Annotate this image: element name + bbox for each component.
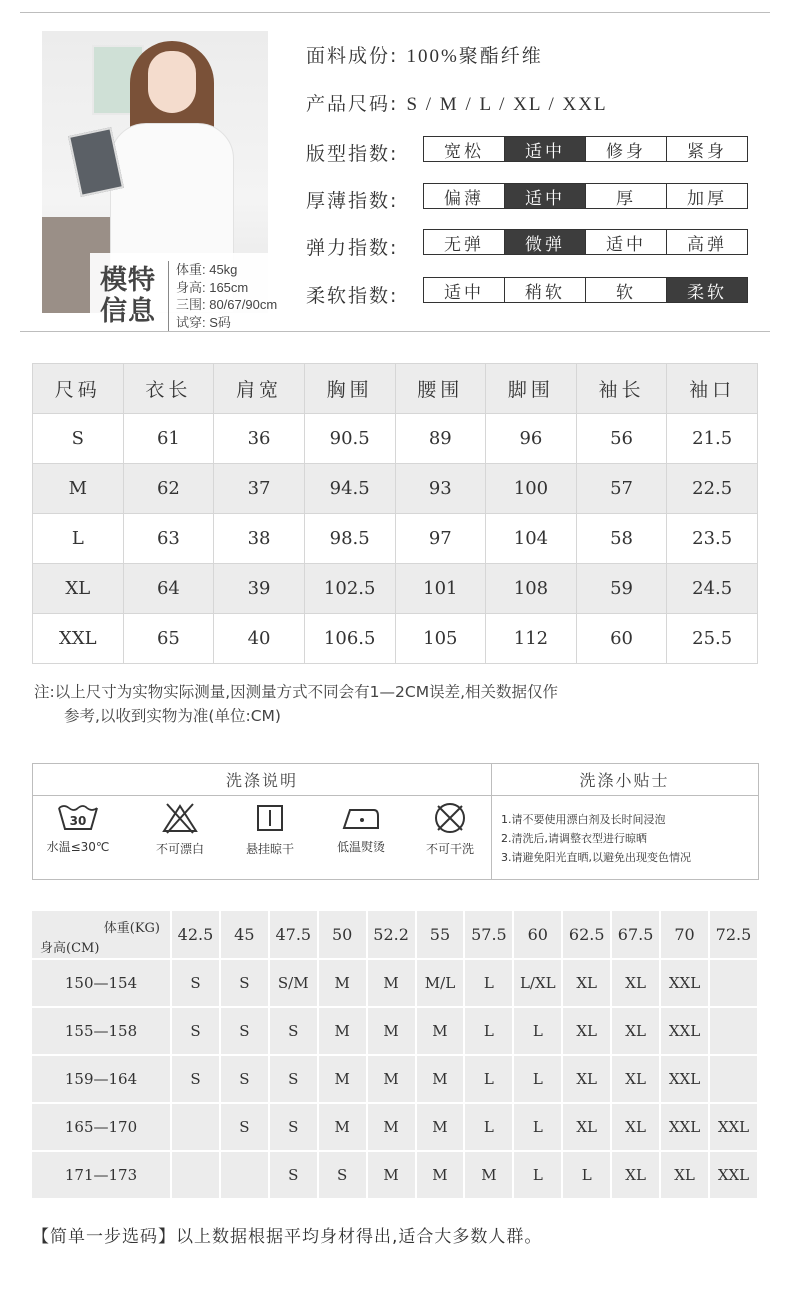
size-cell: XL — [611, 1151, 660, 1199]
wash-tip: 1.请不要使用漂白剂及长时间浸泡 — [501, 813, 666, 826]
thickness-option: 厚 — [586, 184, 667, 208]
size-cell: S — [269, 1007, 318, 1055]
size-cell: S — [269, 1103, 318, 1151]
thickness-option: 加厚 — [687, 188, 727, 209]
top-divider — [20, 12, 770, 13]
height-range: 165—170 — [32, 1103, 171, 1151]
size-cell: M — [367, 1151, 416, 1199]
cell: 102.5 — [304, 564, 395, 614]
model-try-size: 试穿: S码 — [176, 314, 231, 330]
wash-item — [137, 802, 223, 857]
elasticity-index-scale — [423, 229, 748, 255]
size-cell: S — [269, 1151, 318, 1199]
weight-header: 62.5 — [562, 911, 611, 959]
cell: 57 — [576, 464, 667, 514]
wash-tips-title: 洗涤小贴士 — [491, 764, 758, 796]
cell: S — [33, 414, 124, 464]
cell: XL — [33, 564, 124, 614]
size-cell: XL — [562, 1055, 611, 1103]
wash-item-label: 不可干洗 — [425, 842, 474, 856]
table-row — [33, 564, 758, 614]
cell: 61 — [123, 414, 214, 464]
size-value: S / M / L / XL / XXL — [406, 94, 608, 115]
table-row — [33, 464, 758, 514]
height-range: 159—164 — [32, 1055, 171, 1103]
size-cell: M — [416, 1055, 465, 1103]
cell: 64 — [123, 564, 214, 614]
model-info-list — [176, 261, 277, 331]
size-cell: M — [416, 1151, 465, 1199]
size-cell: XL — [562, 959, 611, 1007]
elasticity-index-label: 弹力指数: — [306, 237, 399, 259]
wash-item — [227, 802, 313, 857]
weight-header: 57.5 — [464, 911, 513, 959]
cell: 56 — [576, 414, 667, 464]
wash-item — [318, 802, 404, 855]
size-cell: M — [367, 1055, 416, 1103]
cell: XXL — [33, 614, 124, 664]
size-cell: L/XL — [513, 959, 562, 1007]
cell: 59 — [576, 564, 667, 614]
size-guide-footer: 【简单一步选码】以上数据根据平均身材得出,适合大多数人群。 — [32, 1227, 543, 1247]
table-row — [33, 514, 758, 564]
wash-item-label: 不可漂白 — [155, 842, 204, 856]
size-cell: M — [416, 1103, 465, 1151]
size-cell: S — [171, 959, 220, 1007]
height-range: 150—154 — [32, 959, 171, 1007]
recommend-corner — [32, 911, 171, 959]
cell: 89 — [395, 414, 486, 464]
cell: 37 — [214, 464, 305, 514]
header-size: 尺码 — [33, 364, 124, 414]
header-waist: 腰围 — [395, 364, 486, 414]
size-cell: M — [416, 1007, 465, 1055]
wash-tip: 2.清洗后,请调整衣型进行晾晒 — [501, 832, 647, 845]
size-cell: XL — [611, 1007, 660, 1055]
table-row — [32, 1007, 758, 1055]
size-recommend-table — [32, 911, 759, 1200]
cell: 60 — [576, 614, 667, 664]
size-label: 产品尺码: — [306, 93, 399, 115]
size-cell: S/M — [269, 959, 318, 1007]
size-cell: M — [318, 1055, 367, 1103]
cell: 112 — [486, 614, 577, 664]
size-cell: XL — [562, 1007, 611, 1055]
cell: M — [33, 464, 124, 514]
size-cell — [709, 959, 758, 1007]
size-cell: S — [171, 1007, 220, 1055]
weight-header: 47.5 — [269, 911, 318, 959]
table-row — [33, 614, 758, 664]
size-cell: M/L — [416, 959, 465, 1007]
size-cell: M — [464, 1151, 513, 1199]
fabric-value: 100%聚酯纤维 — [406, 46, 543, 67]
cell: 100 — [486, 464, 577, 514]
softness-index-scale — [423, 277, 748, 303]
elasticity-option: 无弹 — [424, 230, 505, 254]
hang-dry-icon — [254, 802, 286, 834]
size-table-header — [33, 364, 758, 414]
cell: 22.5 — [667, 464, 758, 514]
size-cell: XL — [611, 1103, 660, 1151]
size-cell: S — [220, 1007, 269, 1055]
cell: 93 — [395, 464, 486, 514]
weight-header: 42.5 — [171, 911, 220, 959]
softness-option: 稍软 — [505, 278, 586, 302]
wash-panel — [32, 763, 759, 880]
thickness-index-scale — [423, 183, 748, 209]
size-cell: L — [464, 1055, 513, 1103]
table-row — [32, 959, 758, 1007]
size-cell: S — [220, 959, 269, 1007]
cell: 25.5 — [667, 614, 758, 664]
low-iron-icon — [340, 802, 382, 832]
wash-item-label: 低温熨烫 — [336, 840, 385, 854]
weight-axis-label: 体重(KG) — [103, 921, 160, 936]
weight-header: 70 — [660, 911, 709, 959]
size-note-line1: 注:以上尺寸为实物实际测量,因测量方式不同会有1—2CM误差,相关数据仅作 — [34, 683, 558, 701]
thickness-option: 偏薄 — [424, 184, 505, 208]
weight-header: 67.5 — [611, 911, 660, 959]
wash-item-label: 悬挂晾干 — [245, 842, 294, 856]
size-note — [34, 680, 754, 728]
size-cell: S — [220, 1055, 269, 1103]
fabric-label: 面料成份: — [306, 45, 399, 67]
size-cell: XXL — [709, 1151, 758, 1199]
cell: 90.5 — [304, 414, 395, 464]
size-cell: L — [464, 959, 513, 1007]
header-sleeve-length: 袖长 — [576, 364, 667, 414]
wash-30-icon — [57, 802, 99, 832]
size-cell: L — [562, 1151, 611, 1199]
size-cell: XXL — [660, 1103, 709, 1151]
height-range: 155—158 — [32, 1007, 171, 1055]
fit-option: 宽松 — [424, 137, 505, 161]
elasticity-option-selected: 微弹 — [505, 230, 586, 254]
model-info-card — [90, 253, 304, 339]
cell: 101 — [395, 564, 486, 614]
weight-header: 60 — [513, 911, 562, 959]
no-dry-clean-icon — [432, 802, 468, 834]
weight-header: 72.5 — [709, 911, 758, 959]
size-cell: XL — [611, 1055, 660, 1103]
fit-option-selected: 适中 — [505, 137, 586, 161]
model-weight: 体重: 45kg — [176, 262, 238, 277]
size-cell: XXL — [660, 1007, 709, 1055]
softness-option: 适中 — [424, 278, 505, 302]
size-cell: M — [318, 1103, 367, 1151]
fit-option: 修身 — [586, 137, 667, 161]
table-row — [32, 1151, 758, 1199]
softness-option: 软 — [586, 278, 667, 302]
cell: 94.5 — [304, 464, 395, 514]
cell: 63 — [123, 514, 214, 564]
cell: 24.5 — [667, 564, 758, 614]
wash-tip: 3.请避免阳光直晒,以避免出现变色情况 — [501, 851, 691, 864]
fit-index-scale — [423, 136, 748, 162]
size-cell: XXL — [709, 1103, 758, 1151]
size-cell: XXL — [660, 959, 709, 1007]
size-cell: S — [318, 1151, 367, 1199]
wash-item-label: 水温≤30℃ — [46, 840, 110, 854]
height-axis-label: 身高(CM) — [40, 941, 100, 956]
size-cell: L — [513, 1055, 562, 1103]
cell: 39 — [214, 564, 305, 614]
size-cell — [709, 1007, 758, 1055]
size-cell: M — [367, 1007, 416, 1055]
size-cell: XXL — [660, 1055, 709, 1103]
cell: 40 — [214, 614, 305, 664]
cell: 104 — [486, 514, 577, 564]
size-cell: M — [318, 959, 367, 1007]
wash-item — [35, 802, 121, 855]
cell: 96 — [486, 414, 577, 464]
cell: 106.5 — [304, 614, 395, 664]
size-cell: XL — [660, 1151, 709, 1199]
header-shoulder: 肩宽 — [214, 364, 305, 414]
size-cell: L — [513, 1103, 562, 1151]
wash-tips — [501, 810, 691, 867]
size-note-line2: 参考,以收到实物为准(单位:CM) — [64, 707, 281, 725]
size-cell: XL — [611, 959, 660, 1007]
wash-temp-number: 30 — [69, 814, 87, 828]
cell: 21.5 — [667, 414, 758, 464]
softness-option-selected: 柔软 — [667, 278, 747, 302]
size-cell: L — [513, 1151, 562, 1199]
size-cell: L — [464, 1103, 513, 1151]
header-cuff: 袖口 — [667, 364, 758, 414]
cell: 65 — [123, 614, 214, 664]
section-divider — [20, 331, 770, 332]
fabric-attribute — [306, 41, 543, 68]
header-chest: 胸围 — [304, 364, 395, 414]
cell: 98.5 — [304, 514, 395, 564]
model-face — [148, 51, 196, 113]
size-cell — [171, 1103, 220, 1151]
elasticity-option: 适中 — [586, 230, 667, 254]
elasticity-option: 高弹 — [687, 234, 727, 255]
fit-index-label: 版型指数: — [306, 143, 399, 165]
size-cell: XL — [562, 1103, 611, 1151]
model-info-title: 模特信息 — [100, 265, 156, 327]
header-hem: 脚围 — [486, 364, 577, 414]
table-row — [32, 1103, 758, 1151]
cell: 23.5 — [667, 514, 758, 564]
model-info-separator — [168, 261, 169, 331]
size-cell: S — [220, 1103, 269, 1151]
wash-title: 洗涤说明 — [33, 764, 491, 796]
size-cell — [709, 1055, 758, 1103]
model-measurements: 三围: 80/67/90cm — [176, 297, 278, 312]
wash-item — [407, 802, 493, 857]
thickness-option-selected: 适中 — [505, 184, 586, 208]
size-cell: M — [367, 1103, 416, 1151]
table-row — [32, 1055, 758, 1103]
cell: 108 — [486, 564, 577, 614]
cell: 38 — [214, 514, 305, 564]
softness-index-label: 柔软指数: — [306, 285, 399, 307]
size-cell — [220, 1151, 269, 1199]
size-cell — [171, 1151, 220, 1199]
cell: 36 — [214, 414, 305, 464]
size-cell: L — [464, 1007, 513, 1055]
weight-header: 52.2 — [367, 911, 416, 959]
no-bleach-icon — [161, 802, 199, 834]
table-row — [33, 414, 758, 464]
height-range: 171—173 — [32, 1151, 171, 1199]
recommend-header-row — [32, 911, 758, 959]
cell: 105 — [395, 614, 486, 664]
cell: 97 — [395, 514, 486, 564]
size-cell: S — [171, 1055, 220, 1103]
header-length: 衣长 — [123, 364, 214, 414]
thickness-index-label: 厚薄指数: — [306, 190, 399, 212]
cell: 62 — [123, 464, 214, 514]
weight-header: 45 — [220, 911, 269, 959]
size-cell: L — [513, 1007, 562, 1055]
model-height: 身高: 165cm — [176, 279, 249, 295]
size-table — [32, 363, 758, 664]
weight-header: 50 — [318, 911, 367, 959]
weight-header: 55 — [416, 911, 465, 959]
fit-option: 紧身 — [687, 141, 727, 162]
size-cell: M — [318, 1007, 367, 1055]
size-cell: M — [367, 959, 416, 1007]
cell: 58 — [576, 514, 667, 564]
cell: L — [33, 514, 124, 564]
model-photo — [42, 31, 278, 330]
size-attribute — [306, 89, 608, 116]
size-cell: S — [269, 1055, 318, 1103]
